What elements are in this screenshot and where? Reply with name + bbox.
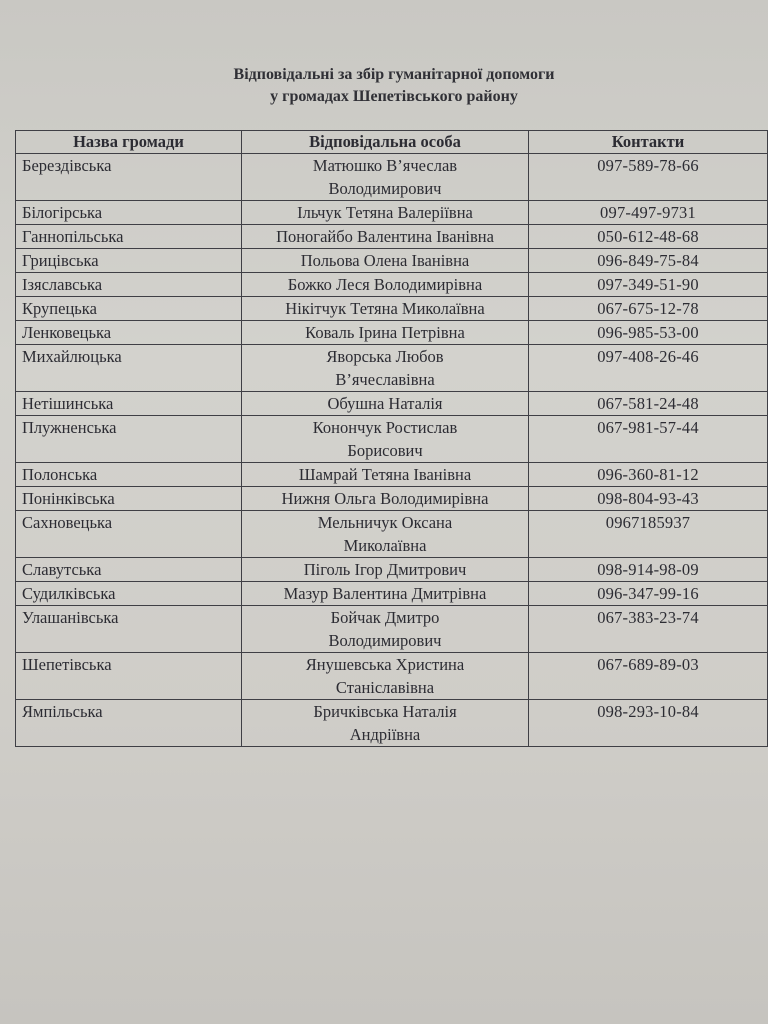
responsible-person-line: Піголь Ігор Дмитрович xyxy=(303,560,467,579)
community-name-cell: Судилківська xyxy=(16,582,242,606)
responsible-person-line: Божко Леся Володимирівна xyxy=(287,275,483,294)
community-name-cell: Грицівська xyxy=(16,249,242,273)
contact-phone-cell: 098-804-93-43 xyxy=(529,487,768,511)
header-contacts: Контакти xyxy=(529,131,768,154)
responsible-person-line: Володимирович xyxy=(328,179,442,198)
contact-phone-cell: 050-612-48-68 xyxy=(529,225,768,249)
contact-phone-cell: 097-408-26-46 xyxy=(529,345,768,392)
community-name-cell: Шепетівська xyxy=(16,653,242,700)
contact-phone-cell: 096-360-81-12 xyxy=(529,463,768,487)
responsible-person-line: Нижня Ольга Володимирівна xyxy=(281,489,489,508)
table-row xyxy=(16,606,768,653)
community-name-cell: Ганнопільська xyxy=(16,225,242,249)
table-row xyxy=(16,392,768,416)
responsible-person-line: Андріївна xyxy=(349,725,421,744)
title-line-1: Відповідальні за збір гуманітарної допомоги xyxy=(233,66,555,83)
responsible-person-line: Володимирович xyxy=(328,631,442,650)
responsible-person-cell xyxy=(242,201,529,225)
responsible-person-cell xyxy=(242,511,529,558)
responsible-person-cell xyxy=(242,392,529,416)
responsible-person-line: Борисович xyxy=(347,441,423,460)
responsible-person-line: Станіславівна xyxy=(335,678,435,697)
responsible-person-line: Коваль Ірина Петрівна xyxy=(305,323,465,342)
responsible-person-cell xyxy=(242,558,529,582)
responsible-person-cell xyxy=(242,582,529,606)
contact-phone-cell: 067-675-12-78 xyxy=(529,297,768,321)
table-row xyxy=(16,154,768,201)
table-row xyxy=(16,487,768,511)
responsible-person-line: Яворська Любов xyxy=(326,347,444,366)
responsible-person-cell xyxy=(242,606,529,653)
table-row xyxy=(16,249,768,273)
table-row xyxy=(16,463,768,487)
community-name-cell: Полонська xyxy=(16,463,242,487)
contact-phone-cell: 097-349-51-90 xyxy=(529,273,768,297)
responsible-person-line: Польова Олена Іванівна xyxy=(300,251,470,270)
contact-phone-cell: 096-347-99-16 xyxy=(529,582,768,606)
table-row xyxy=(16,700,768,747)
table-row xyxy=(16,582,768,606)
community-name-cell: Улашанівська xyxy=(16,606,242,653)
contact-phone-cell: 067-383-23-74 xyxy=(529,606,768,653)
table-row xyxy=(16,416,768,463)
responsible-person-line: Янушевська Христина xyxy=(305,655,465,674)
contact-phone-cell: 067-689-89-03 xyxy=(529,653,768,700)
responsible-person-line: Мельничук Оксана xyxy=(317,513,453,532)
contact-phone-cell: 096-985-53-00 xyxy=(529,321,768,345)
responsible-person-cell xyxy=(242,487,529,511)
contact-phone-cell: 0967185937 xyxy=(529,511,768,558)
responsible-person-cell xyxy=(242,700,529,747)
community-name-cell: Ізяславська xyxy=(16,273,242,297)
responsible-person-cell xyxy=(242,416,529,463)
contact-phone-cell: 097-589-78-66 xyxy=(529,154,768,201)
responsible-person-line: В’ячеславівна xyxy=(335,370,435,389)
document-title xyxy=(0,64,768,108)
table-row xyxy=(16,511,768,558)
responsible-person-line: Матюшко В’ячеслав xyxy=(312,156,458,175)
header-community: Назва громади xyxy=(16,131,242,154)
table-body xyxy=(16,154,768,747)
community-name-cell: Михайлюцька xyxy=(16,345,242,392)
contact-phone-cell: 067-981-57-44 xyxy=(529,416,768,463)
table-row xyxy=(16,273,768,297)
responsible-person-line: Мазур Валентина Дмитрівна xyxy=(283,584,487,603)
community-name-cell: Берездівська xyxy=(16,154,242,201)
responsible-person-line: Бойчак Дмитро xyxy=(330,608,440,627)
table-row xyxy=(16,225,768,249)
community-name-cell: Плужненська xyxy=(16,416,242,463)
community-name-cell: Ямпільська xyxy=(16,700,242,747)
table-row xyxy=(16,345,768,392)
contact-phone-cell: 067-581-24-48 xyxy=(529,392,768,416)
responsible-person-line: Шамрай Тетяна Іванівна xyxy=(298,465,472,484)
contact-phone-cell: 098-293-10-84 xyxy=(529,700,768,747)
contact-phone-cell: 096-849-75-84 xyxy=(529,249,768,273)
responsible-person-line: Поногайбо Валентина Іванівна xyxy=(276,227,494,246)
community-name-cell: Ленковецька xyxy=(16,321,242,345)
responsible-person-cell xyxy=(242,225,529,249)
responsible-person-cell xyxy=(242,154,529,201)
table-header-row xyxy=(16,131,768,154)
responsible-person-line: Нікітчук Тетяна Миколаївна xyxy=(285,299,485,318)
table-row xyxy=(16,558,768,582)
responsible-person-line: Миколаївна xyxy=(343,536,427,555)
responsible-person-cell xyxy=(242,273,529,297)
community-name-cell: Славутська xyxy=(16,558,242,582)
contact-phone-cell: 097-497-9731 xyxy=(529,201,768,225)
responsible-persons-table xyxy=(15,130,768,747)
responsible-person-cell xyxy=(242,463,529,487)
table-row xyxy=(16,201,768,225)
community-name-cell: Крупецька xyxy=(16,297,242,321)
table-row xyxy=(16,653,768,700)
responsible-person-line: Бричківська Наталія xyxy=(313,702,457,721)
responsible-person-cell xyxy=(242,321,529,345)
responsible-person-cell xyxy=(242,249,529,273)
responsible-person-line: Обушна Наталія xyxy=(327,394,443,413)
title-line-2: у громадах Шепетівського району xyxy=(270,88,518,105)
responsible-person-cell xyxy=(242,297,529,321)
responsible-person-cell xyxy=(242,653,529,700)
contact-phone-cell: 098-914-98-09 xyxy=(529,558,768,582)
community-name-cell: Сахновецька xyxy=(16,511,242,558)
header-person: Відповідальна особа xyxy=(242,131,529,154)
responsible-person-line: Ільчук Тетяна Валеріївна xyxy=(297,203,473,222)
responsible-person-cell xyxy=(242,345,529,392)
table-row xyxy=(16,297,768,321)
responsible-person-line: Конончук Ростислав xyxy=(312,418,458,437)
community-name-cell: Понінківська xyxy=(16,487,242,511)
community-name-cell: Нетішинська xyxy=(16,392,242,416)
community-name-cell: Білогірська xyxy=(16,201,242,225)
table-row xyxy=(16,321,768,345)
